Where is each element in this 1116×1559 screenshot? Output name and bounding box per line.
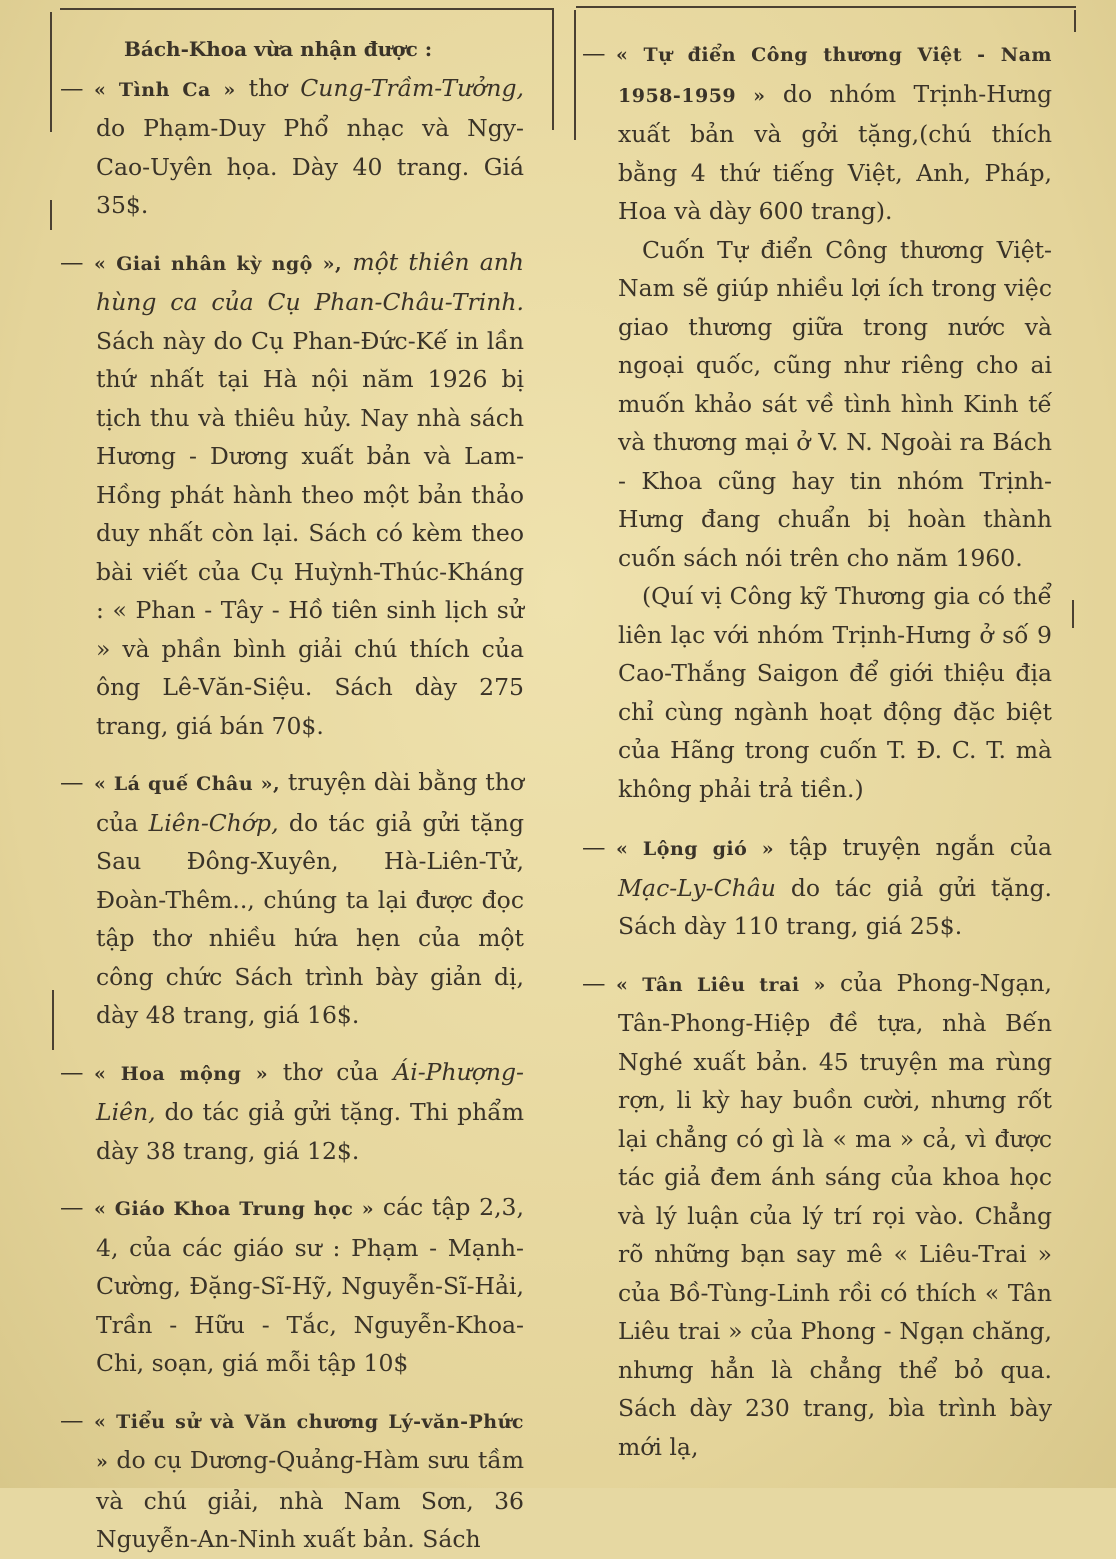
book-entry xyxy=(582,34,1052,231)
top-rule-left xyxy=(60,8,554,10)
entry-author: Ái-Phượng-Liên, xyxy=(96,1057,524,1126)
entry-text: của Phong-Ngạn, Tân-Phong-Hiệp đề tựa, nhà Bến Nghé xuất bản. 45 truyện ma rùng rợn, li kỳ hay buồn cười, nhưng rốt lại chẳng có gì là « ma » cả, vì được tác giả đem ánh sáng của khoa học và lý luận của lý trí rọi vào. Chẳng rõ những bạn say mê « Liêu-Trai » của Bồ-Tùng-Linh rồi có thích « Tân Liêu trai » của Phong - Ngạn chăng, nhưng hẳn là chẳng thể bỏ qua. Sách dày 230 trang, bìa trình bày mới lạ, xyxy=(618,968,1052,1461)
left-margin-rule-bottom xyxy=(52,990,54,1050)
entry-text: thơ xyxy=(235,73,301,102)
entry-title: « Giai nhân kỳ ngộ », xyxy=(94,252,343,275)
right-margin-rule-lower xyxy=(1072,600,1074,628)
entry-dash: — xyxy=(60,247,84,276)
entry-dash: — xyxy=(60,73,84,102)
entry-text xyxy=(342,248,352,276)
top-rule-right xyxy=(576,6,1076,8)
entry-title: « Hoa mộng » xyxy=(94,1062,269,1085)
book-entry xyxy=(60,69,524,225)
left-column xyxy=(60,30,525,1559)
entry-title: « Lộng gió » xyxy=(616,838,775,860)
right-column xyxy=(582,34,1052,1466)
book-entry xyxy=(60,1401,524,1559)
entry-text: thơ của xyxy=(268,1057,394,1086)
entry-author: Cung-Trầm-Tưởng, xyxy=(300,73,524,102)
right-margin-rule xyxy=(1074,10,1076,32)
entry-title: « Tân Liêu trai » xyxy=(616,973,826,996)
column-divider-right xyxy=(574,10,576,140)
book-entry xyxy=(60,1053,524,1171)
entry-author: một thiên anh hùng ca của Cụ Phan-Châu-Trinh. xyxy=(96,247,525,316)
entry-title: « Lá quế Châu », xyxy=(94,773,281,795)
entry-dash: — xyxy=(60,1193,84,1221)
entry-title: « Giáo Khoa Trung học » xyxy=(94,1198,375,1220)
left-margin-rule xyxy=(50,12,52,132)
entry-author: Mạc-Ly-Châu xyxy=(618,873,776,902)
entry-text: do Phạm-Duy Phổ nhạc và Ngy-Cao-Uyên họa. Dày 40 trang. Giá 35$. xyxy=(96,114,524,219)
entry-text: tập truyện ngắn của xyxy=(774,833,1052,861)
entry-text: các tập 2,3, 4, của các giáo sư : Phạm - Mạnh-Cường, Đặng-Sĩ-Hỹ, Nguyễn-Sĩ-Hải, Trần - Hữu - Tắc, Nguyễn-Khoa-Chi, soạn, giá mỗi tập 10$ xyxy=(96,1193,524,1377)
entry-text: do cụ Dương-Quảng-Hàm sưu tầm và chú giải, nhà Nam Sơn, 36 Nguyễn-An-Ninh xuất bản. Sách xyxy=(96,1446,524,1553)
entry-text: do tác giả gửi tặng. Sách dày 110 trang, giá 25$. xyxy=(618,873,1052,940)
book-entry xyxy=(582,828,1052,946)
book-entry xyxy=(60,1188,524,1383)
contact-paragraph: (Quí vị Công kỹ Thương gia có thể liên lạc với nhóm Trịnh-Hưng ở số 9 Cao-Thắng Saigon để giới thiệu địa chỉ cùng ngành hoạt động đặc biệt của Hãng trong cuốn T. Đ. C. T. mà không phải trả tiền.) xyxy=(618,582,1052,803)
dictionary-paragraph: Cuốn Tự điển Công thương Việt-Nam sẽ giúp nhiều lợi ích trong việc giao thương giữa trong nước và ngoại quốc, cũng như riêng cho ai muốn khảo sát về tình hình Kinh tế và thương mại ở V. N. Ngoài ra Bách - Khoa cũng hay tin nhóm Trịnh-Hưng đang chuẩn bị hoàn thành cuốn sách nói trên cho năm 1960. xyxy=(618,235,1052,572)
entry-text: do tác giả gửi tặng Sau Đông-Xuyên, Hà-Liên-Tử, Đoàn-Thêm.., chúng ta lại được đọc tập thơ nhiều hứa hẹn của một công chức Sách trình bày giản dị, dày 48 trang, giá 16$. xyxy=(96,808,524,1029)
entry-dash: — xyxy=(582,968,606,997)
entry-text: Sách này do Cụ Phan-Đức-Kế in lần thứ nhất tại Hà nội năm 1926 bị tịch thu và thiêu hủy. Nay nhà sách Hương - Dương xuất bản và Lam-Hồng phát hành theo một bản thảo duy nhất còn lại. Sách có kèm theo bài viết của Cụ Huỳnh-Thúc-Kháng : « Phan - Tây - Hồ tiên sinh lịch sử » và phần bình giải chú thích của ông Lê-Văn-Siệu. Sách dày 275 trang, giá bán 70$. xyxy=(96,326,524,740)
entry-dash: — xyxy=(582,39,606,67)
entry-dash: — xyxy=(60,1405,84,1434)
entry-title: « Tiểu sử và Văn chương Lý-văn-Phức » xyxy=(94,1410,524,1473)
left-margin-rule-lower xyxy=(50,200,52,230)
entry-title: « Tình Ca » xyxy=(94,78,236,101)
entry-text: do nhóm Trịnh-Hưng xuất bản và gởi tặng,(chú thích bằng 4 thứ tiếng Việt, Anh, Pháp, Hoa và dày 600 trang). xyxy=(618,79,1052,225)
column-divider-left xyxy=(552,10,554,130)
entry-title: « Tự điển Công thương Việt - Nam 1958-1959 » xyxy=(616,44,1052,107)
entry-dash: — xyxy=(582,833,606,861)
book-entry xyxy=(60,763,524,1035)
entry-dash: — xyxy=(60,768,84,796)
received-heading: Bách-Khoa vừa nhận được : xyxy=(124,37,433,61)
entry-text: truyện dài bằng thơ của xyxy=(96,768,524,837)
entry-text: do tác giả gửi tặng. Thi phẩm dày 38 trang, giá 12$. xyxy=(96,1098,524,1165)
book-entry xyxy=(60,243,525,746)
entry-dash: — xyxy=(60,1057,84,1086)
book-entry xyxy=(582,964,1052,1467)
entry-author: Liên-Chớp, xyxy=(148,808,279,837)
